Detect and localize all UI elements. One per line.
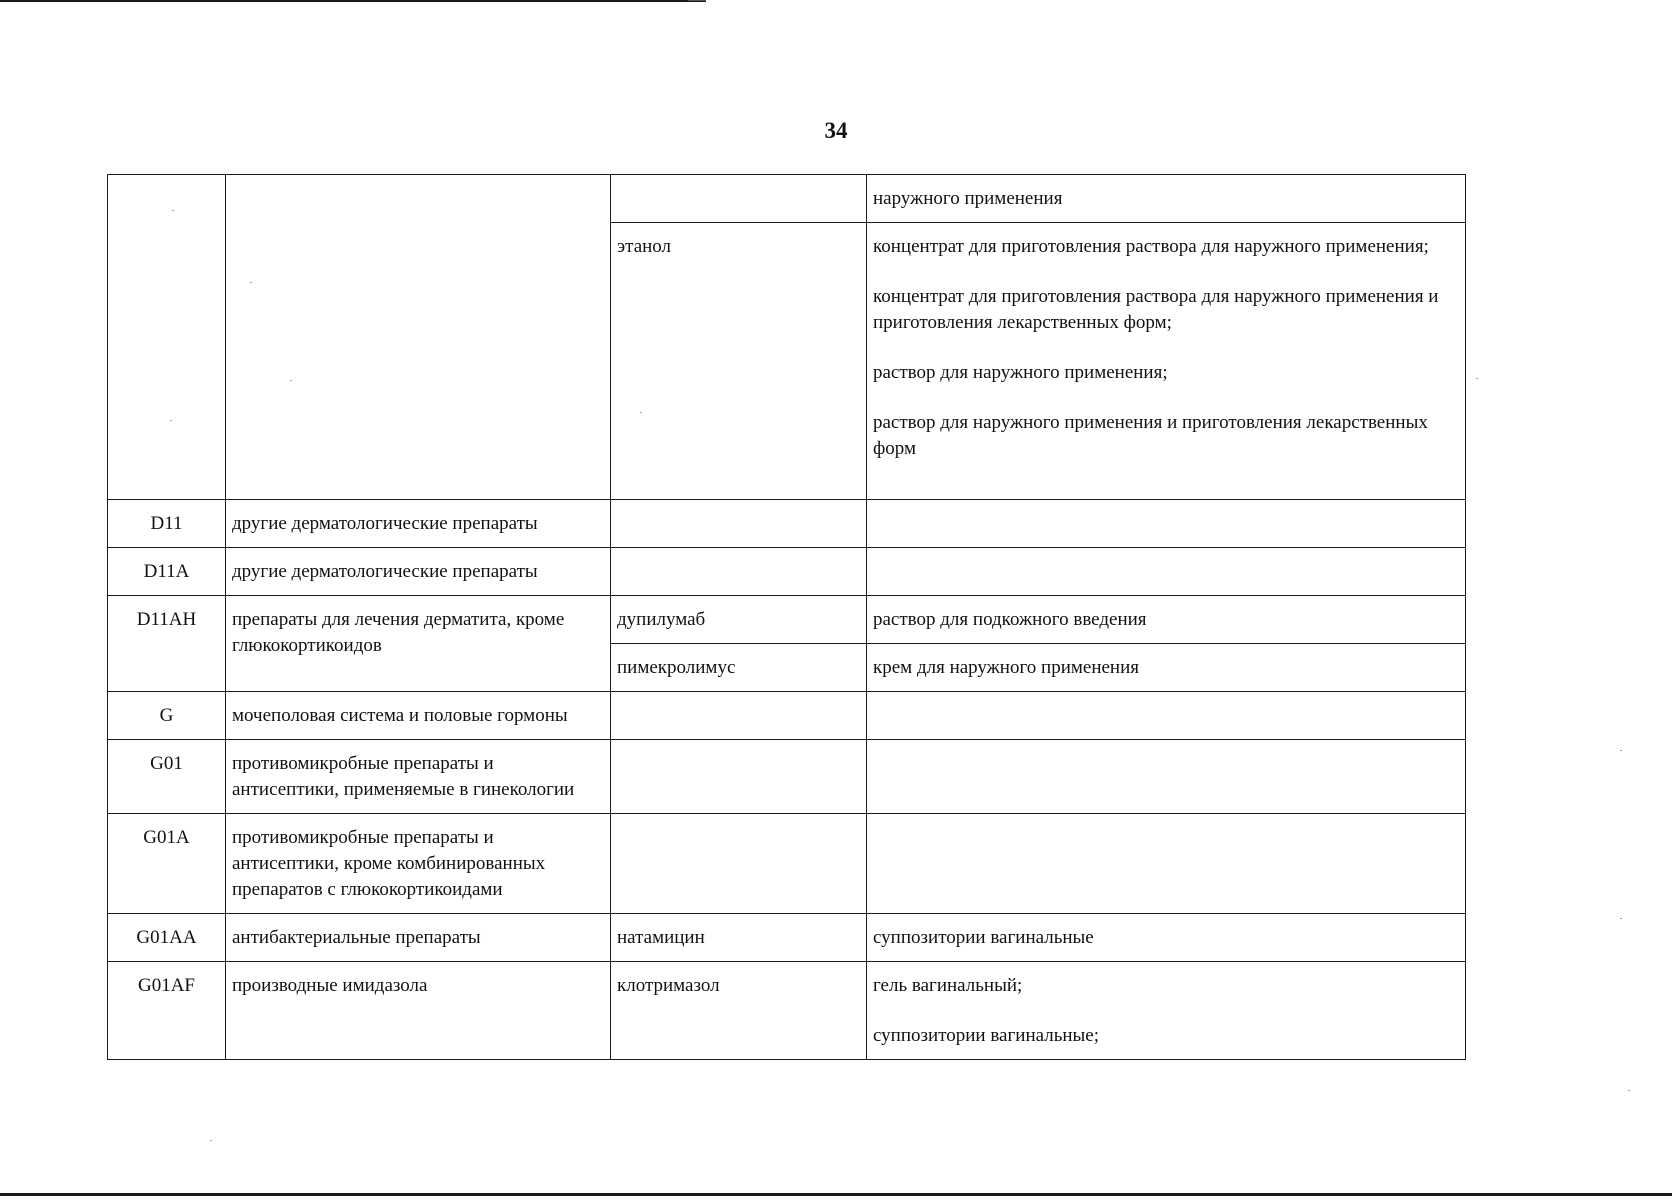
table-row [108, 596, 1466, 644]
drug-name-cell [611, 175, 867, 223]
atc-code-cell: G01 [108, 740, 226, 814]
dosage-form-cell [867, 175, 1466, 223]
group-name-cell: мочеполовая система и половые гормоны [226, 692, 611, 740]
dosage-form-item: концентрат для приготовления раствора для наружного применения и приготовления лекарственных форм; [873, 286, 1439, 333]
table-row [108, 914, 1466, 962]
dosage-form-cell [867, 548, 1466, 596]
bottom-rule [0, 1193, 1672, 1196]
drug-name-cell: пимекролимус [611, 644, 867, 692]
dosage-form-cell [867, 814, 1466, 914]
drug-name-cell: натамицин [611, 914, 867, 962]
table-row [108, 548, 1466, 596]
scan-speck [250, 282, 252, 283]
atc-code-cell: D11AH [108, 596, 226, 692]
dosage-form-item: суппозитории вагинальные [873, 927, 1094, 948]
dosage-form-cell [867, 692, 1466, 740]
group-name-cell: производные имидазола [226, 962, 611, 1060]
group-name-cell: препараты для лечения дерматита, кроме глюкокортикоидов [226, 596, 611, 692]
atc-code-cell [108, 175, 226, 500]
dosage-form-cell [867, 223, 1466, 500]
scan-speck [172, 210, 174, 211]
scan-speck [290, 380, 292, 381]
group-name-cell: другие дерматологические препараты [226, 500, 611, 548]
atc-code-cell: D11 [108, 500, 226, 548]
dosage-form-item: раствор для наружного применения и приготовления лекарственных форм [873, 412, 1428, 459]
dosage-form-item: наружного применения [873, 188, 1063, 209]
drug-name-cell [611, 740, 867, 814]
atc-code-cell: G01AA [108, 914, 226, 962]
dosage-form-cell [867, 962, 1466, 1060]
drug-name-cell [611, 814, 867, 914]
drug-name-cell: этанол [611, 223, 867, 500]
dosage-form-cell [867, 914, 1466, 962]
table-row [108, 962, 1466, 1060]
dosage-form-cell [867, 740, 1466, 814]
dosage-form-item: раствор для подкожного введения [873, 609, 1147, 630]
scan-speck [210, 1140, 212, 1141]
group-name-cell: противомикробные препараты и антисептики, применяемые в гинекологии [226, 740, 611, 814]
scan-speck [1628, 1090, 1630, 1091]
scan-speck [1620, 750, 1622, 751]
atc-code-cell: D11A [108, 548, 226, 596]
dosage-form-cell [867, 644, 1466, 692]
atc-code-cell: G [108, 692, 226, 740]
table-row [108, 740, 1466, 814]
dosage-form-cell [867, 500, 1466, 548]
top-rule-segment [688, 0, 706, 1]
dosage-form-item: гель вагинальный; [873, 975, 1023, 996]
dosage-form-item: суппозитории вагинальные; [873, 1025, 1100, 1046]
scan-speck [1620, 918, 1622, 919]
table-row [108, 814, 1466, 914]
group-name-cell [226, 175, 611, 500]
dosage-form-cell [867, 596, 1466, 644]
scan-speck [170, 420, 172, 421]
group-name-cell: противомикробные препараты и антисептики, кроме комбинированных препаратов с глюкокортикоидами [226, 814, 611, 914]
table-row [108, 500, 1466, 548]
group-name-cell: антибактериальные препараты [226, 914, 611, 962]
drug-name-cell: дупилумаб [611, 596, 867, 644]
atc-code-cell: G01AF [108, 962, 226, 1060]
table-row [108, 175, 1466, 223]
scan-speck [640, 412, 642, 413]
drug-table [107, 174, 1466, 1060]
drug-name-cell [611, 692, 867, 740]
top-rule [0, 0, 706, 2]
dosage-form-item: раствор для наружного применения; [873, 362, 1168, 383]
dosage-form-item: концентрат для приготовления раствора для наружного применения; [873, 236, 1429, 257]
table-row [108, 692, 1466, 740]
drug-name-cell [611, 500, 867, 548]
dosage-form-item: крем для наружного применения [873, 657, 1140, 678]
atc-code-cell: G01A [108, 814, 226, 914]
drug-name-cell [611, 548, 867, 596]
scan-speck [1476, 378, 1478, 379]
group-name-cell: другие дерматологические препараты [226, 548, 611, 596]
drug-name-cell: клотримазол [611, 962, 867, 1060]
page-number: 34 [824, 118, 848, 143]
